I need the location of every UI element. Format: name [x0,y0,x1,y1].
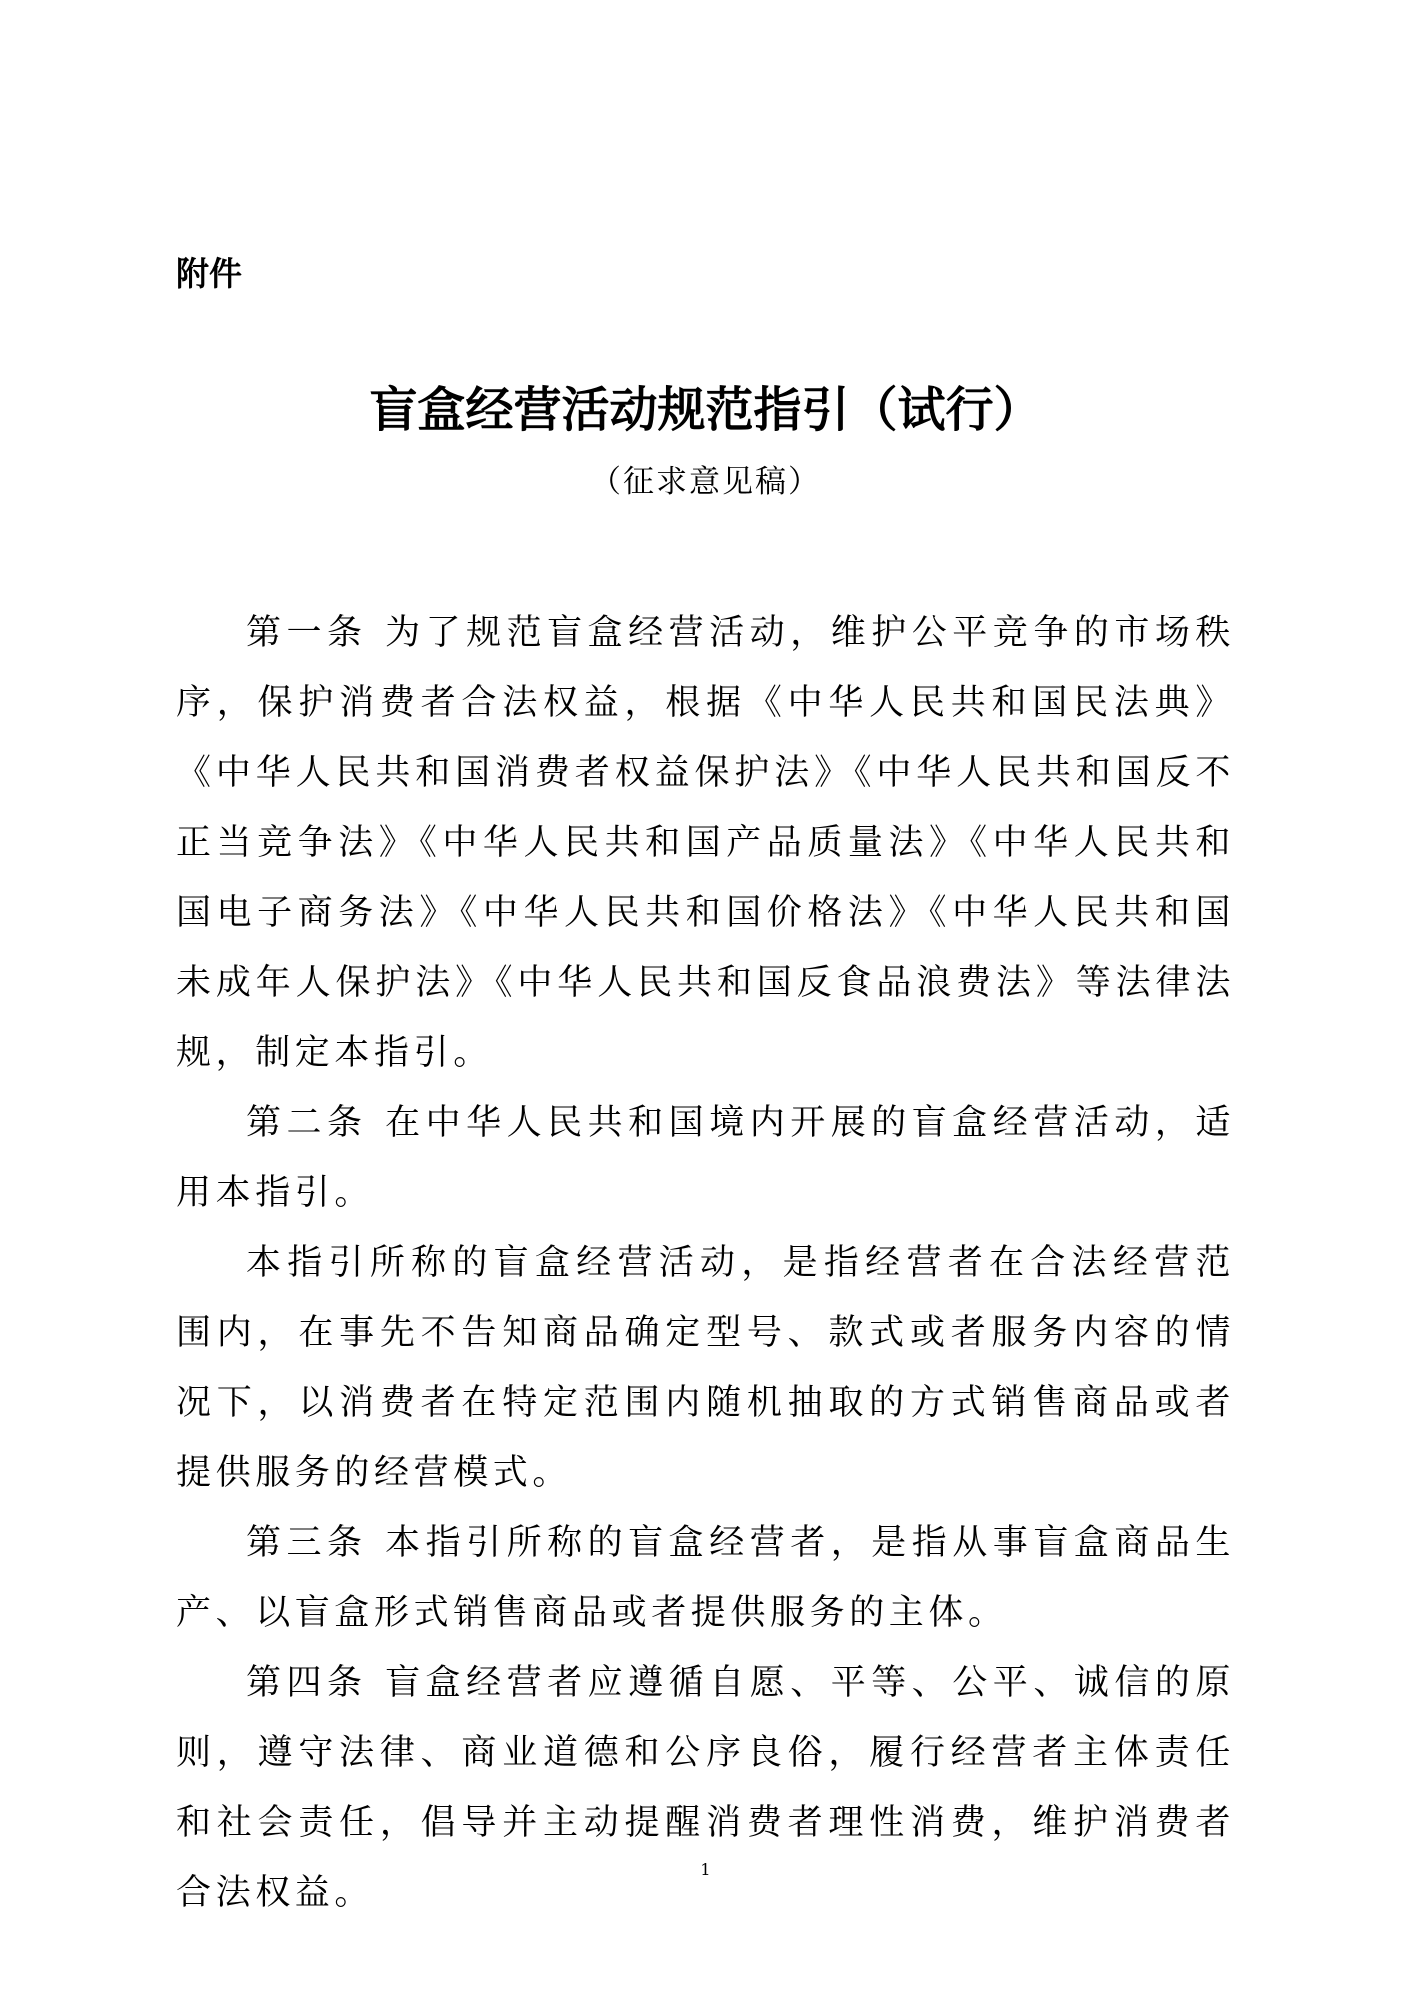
attachment-label: 附件 [176,254,242,293]
article-number: 第一条 [246,613,368,653]
article-text: 在中华人民共和国境内开展的盲盒经营活动，适用本指引。 [176,1103,1235,1213]
document-title: 盲盒经营活动规范指引（试行） [369,382,1042,438]
document-body [176,598,1235,1928]
article-number: 第四条 [246,1663,368,1703]
article-text: 本指引所称的盲盒经营活动，是指经营者在合法经营范围内，在事先不告知商品确定型号、款式或者服务内容的情况下，以消费者在特定范围内随机抽取的方式销售商品或者提供服务的经营模式。 [176,1243,1235,1493]
article-3-paragraph [176,1508,1235,1648]
article-4-paragraph [176,1648,1235,1928]
article-number: 第二条 [246,1103,368,1143]
article-text: 本指引所称的盲盒经营者，是指从事盲盒商品生产、以盲盒形式销售商品或者提供服务的主体。 [176,1523,1235,1633]
article-text: 为了规范盲盒经营活动，维护公平竞争的市场秩序，保护消费者合法权益，根据《中华人民共和国民法典》《中华人民共和国消费者权益保护法》《中华人民共和国反不正当竞争法》《中华人民共和国产品质量法》《中华人民共和国电子商务法》《中华人民共和国价格法》《中华人民共和国未成年人保护法》《中华人民共和国反食品浪费法》等法律法规，制定本指引。 [176,613,1235,1073]
article-1-paragraph [176,598,1235,1088]
article-text: 盲盒经营者应遵循自愿、平等、公平、诚信的原则，遵守法律、商业道德和公序良俗，履行经营者主体责任和社会责任，倡导并主动提醒消费者理性消费，维护消费者合法权益。 [176,1663,1235,1913]
article-number: 第三条 [246,1523,368,1563]
page-number: 1 [700,1860,711,1879]
document-subtitle: （征求意见稿） [590,464,821,500]
article-2-paragraph [176,1088,1235,1228]
article-2-continuation-paragraph [176,1228,1235,1508]
